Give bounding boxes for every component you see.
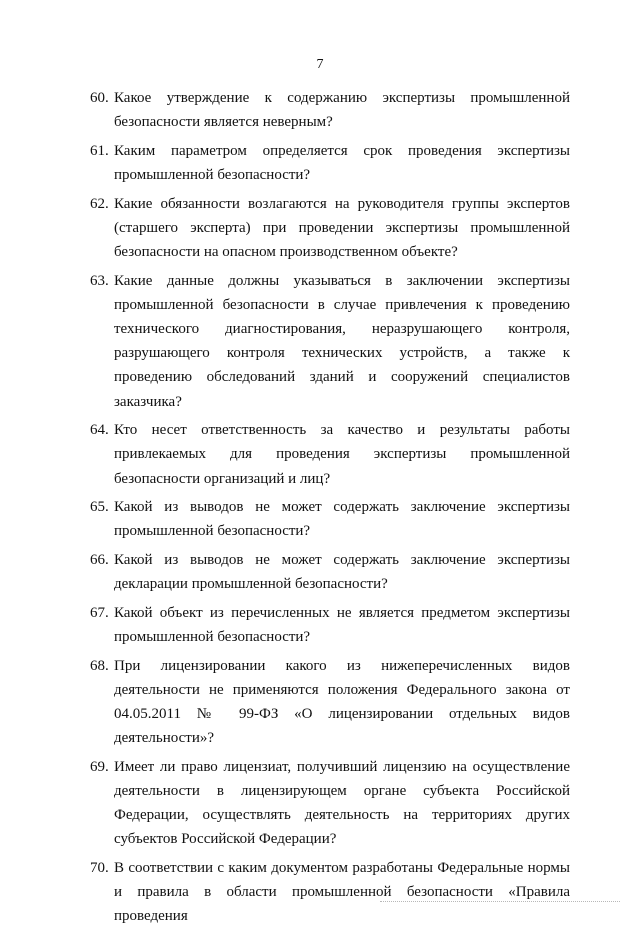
- question-item: [90, 654, 570, 751]
- question-item: [90, 192, 570, 265]
- page-number: 7: [316, 57, 324, 72]
- question-number: 67.: [90, 604, 109, 621]
- question-text: При лицензировании какого из нижеперечисленных видов деятельности не применяются положения Федерального закона от 04.05.2011 № 99-ФЗ «О лицензировании отдельных видов деятельности»?: [114, 657, 570, 747]
- question-number: 60.: [90, 90, 109, 106]
- question-item: [90, 755, 570, 852]
- question-text: Какой из выводов не может содержать заключение экспертизы промышленной безопасности?: [114, 499, 570, 540]
- question-number: 62.: [90, 195, 109, 212]
- question-number: 68.: [90, 657, 109, 674]
- question-text: Какие обязанности возлагаются на руководителя группы экспертов (старшего эксперта) при проведении экспертизы промышленной безопасности на опасном производственном объекте?: [114, 195, 570, 260]
- question-item: [90, 856, 570, 929]
- question-number: 66.: [90, 552, 109, 568]
- question-item: [90, 418, 570, 491]
- question-item: [90, 548, 570, 596]
- question-text: В соответствии с каким документом разработаны Федеральные нормы и правила в области промышленной безопасности «Правила проведения: [114, 860, 570, 925]
- question-item: [90, 139, 570, 187]
- question-item: [90, 495, 570, 543]
- question-number: 70.: [90, 860, 109, 876]
- question-text: Какой из выводов не может содержать заключение экспертизы декларации промышленной безопасности?: [114, 552, 570, 593]
- scan-edge-line: [380, 901, 620, 903]
- question-text: Какой объект из перечисленных не является предметом экспертизы промышленной безопасности?: [114, 604, 570, 645]
- question-number: 65.: [90, 499, 109, 516]
- question-number: 63.: [90, 272, 109, 289]
- question-text: Какое утверждение к содержанию экспертизы промышленной безопасности является неверным?: [114, 90, 570, 131]
- question-number: 61.: [90, 142, 109, 159]
- question-text: Каким параметром определяется срок проведения экспертизы промышленной безопасности?: [114, 142, 570, 183]
- question-list: [90, 86, 570, 933]
- question-number: 69.: [90, 758, 109, 775]
- question-item: [90, 601, 570, 649]
- question-item: [90, 86, 570, 134]
- question-text: Кто несет ответственность за качество и результаты работы привлекаемых для проведения экспертизы промышленной безопасности организаций и лиц?: [114, 422, 570, 487]
- question-item: [90, 269, 570, 414]
- question-text: Имеет ли право лицензиат, получивший лицензию на осуществление деятельности в лицензирующем органе субъекта Российской Федерации, осуществлять деятельность на территориях других субъектов Российской Федерации?: [114, 758, 570, 848]
- question-number: 64.: [90, 422, 109, 439]
- question-text: Какие данные должны указываться в заключении экспертизы промышленной безопасности в случае привлечения к проведению технического диагностирования, неразрушающего контроля, разрушающего контроля технических устройств, а также к проведению обследований зданий и сооружений специалистов заказчика?: [114, 272, 570, 410]
